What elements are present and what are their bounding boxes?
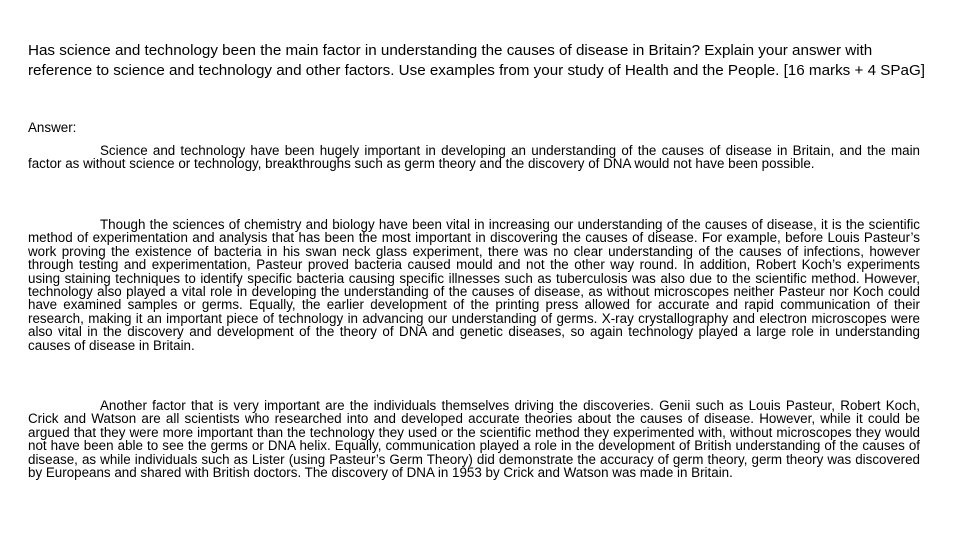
answer-paragraph-1: Science and technology have been hugely important in developing an understanding of the causes of disease in Britain, and the main factor as without science or technology, breakthroughs such as germ theory and the discovery of DNA would not have been possible. [28,143,920,172]
question-text: Has science and technology been the main factor in understanding the causes of disease in Britain? Explain your answer with reference to science and technology and other factors. Use examples from your study of Health and the People. [16 marks + 4 SPaG] [28,42,925,79]
answer-paragraph-3: Another factor that is very important are the individuals themselves driving the discoveries. Genii such as Louis Pasteur, Robert Koch, Crick and Watson are all scientists who researched into and developed accurate theories about the causes of disease. However, while it could be argued that they were more important than the technology they used or the scientific method they experimented with, without microscopes they would not have been able to see the germs or DNA helix. Equally, communication played a role in the development of British understanding of the causes of disease, as while individuals such as Lister (using Pasteur’s Germ Theory) did demonstrate the accuracy of germ theory, germ theory was discovered by Europeans and shared with British doctors. The discovery of DNA in 1953 by Crick and Watson was made in Britain. [28,398,920,481]
answer-paragraph-2: Though the sciences of chemistry and biology have been vital in increasing our understanding of the causes of disease, it is the scientific method of experimentation and analysis that has been the most important in discovering the causes of disease. For example, before Louis Pasteur’s work proving the existence of bacteria in his swan neck glass experiment, there was no clear understanding of the causes of infections, however through testing and experimentation, Pasteur proved bacteria caused mould and not the other way round. In addition, Robert Koch’s experiments using staining techniques to identify specific bacteria causing specific illnesses such as tuberculosis was also due to the scientific method. However, technology also played a vital role in developing the understanding of the causes of disease, as without microscopes neither Pasteur nor Koch could have examined samples or germs. Equally, the earlier development of the printing press allowed for accurate and rapid communication of their research, making it an important piece of technology in advancing our understanding of germs. X-ray crystallography and electron microscopes were also vital in the discovery and development of the theory of DNA and genetic diseases, so again technology played a large role in understanding causes of disease in Britain. [28,217,920,353]
answer-label: Answer: [28,120,77,135]
